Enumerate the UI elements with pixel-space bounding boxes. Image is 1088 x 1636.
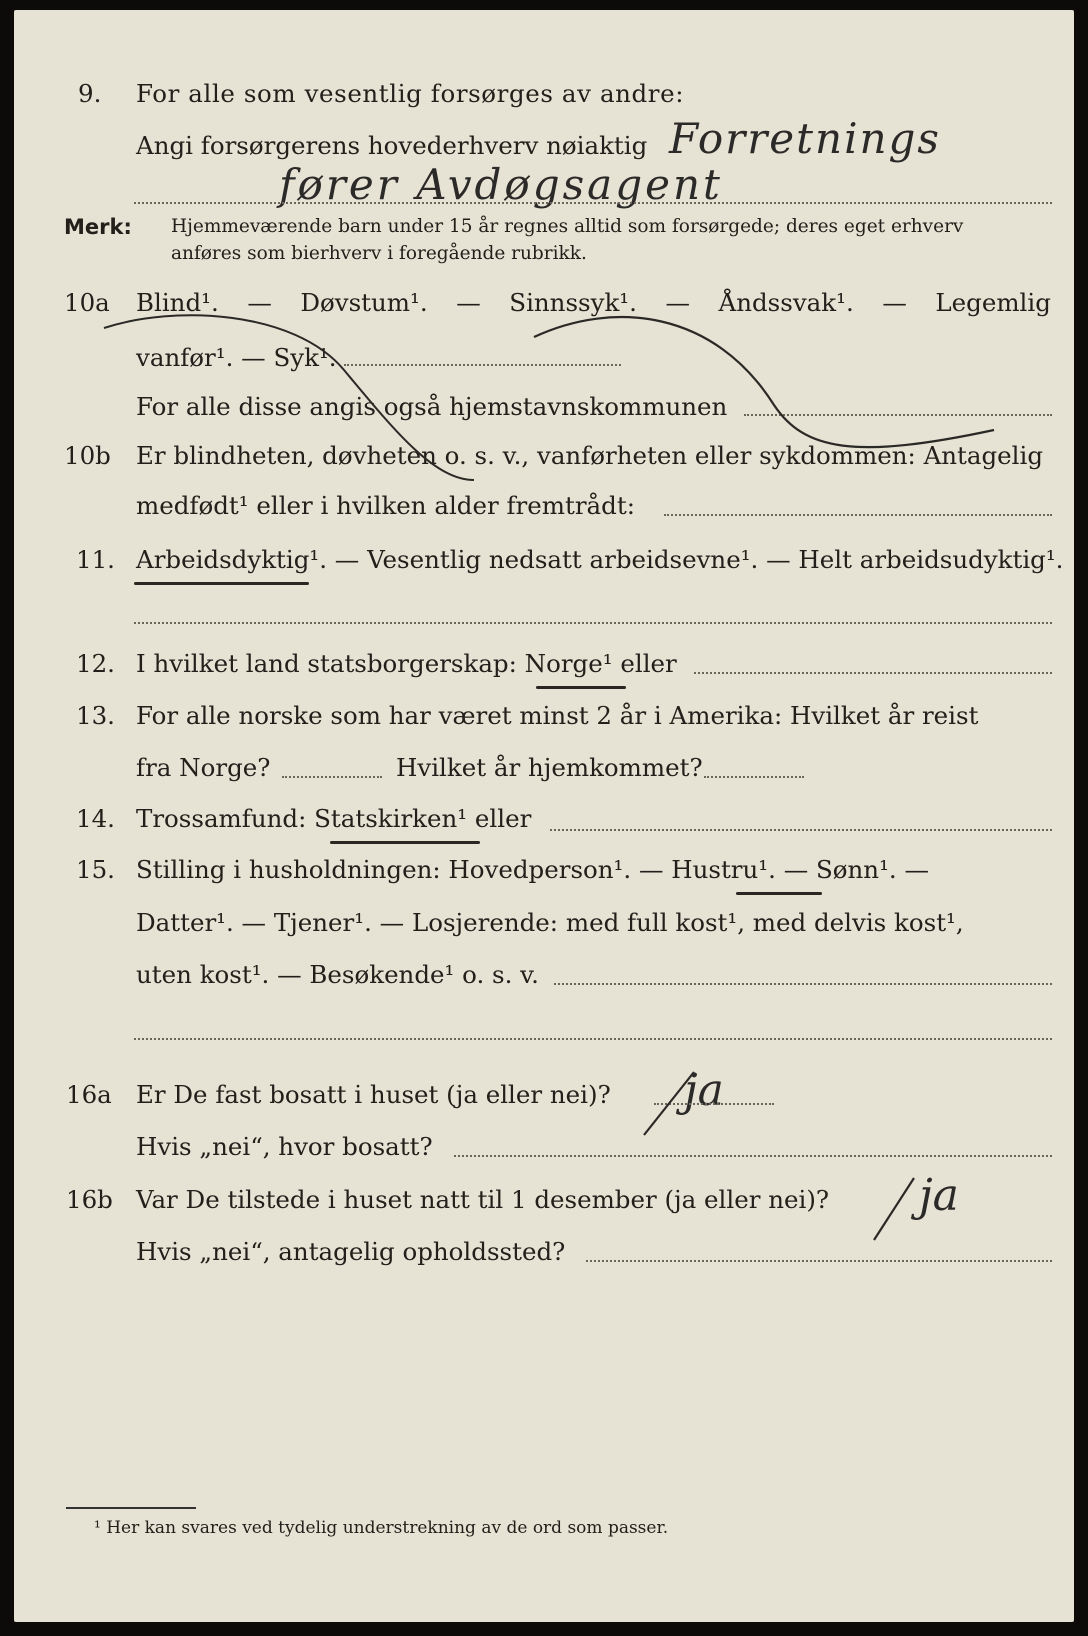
q9-line-1: For alle som vesentlig forsørges av andre: — [136, 79, 685, 108]
q15-line-3: uten kost¹. — Besøkende¹ o. s. v. — [136, 960, 539, 989]
q10a-line-2: vanfør¹. — Syk¹. — [136, 343, 337, 372]
q16b-opholdssted-answer-line — [586, 1260, 1052, 1262]
q10a-option: Legemlig — [935, 288, 1051, 317]
q15-answer-line-2 — [134, 1038, 1052, 1040]
arbeidsdyktig-underline — [134, 582, 309, 585]
merk-label: Merk: — [64, 215, 132, 239]
q12-line-1: I hvilket land statsborgerskap: Norge¹ eller — [136, 649, 677, 678]
hustru-underline — [736, 892, 822, 895]
q14-answer-line — [550, 829, 1052, 831]
q10a-option: — — [247, 288, 272, 317]
q9-handwritten-answer-1: Forretnings — [669, 114, 941, 163]
footnote-rule — [66, 1507, 196, 1509]
q10a-option: — — [882, 288, 907, 317]
q12-answer-line — [694, 672, 1052, 674]
q14-line-1: Trossamfund: Statskirken¹ eller — [136, 804, 532, 833]
q16a-line-2: Hvis „nei“, hvor bosatt? — [136, 1132, 433, 1161]
q13-hjemkommet-answer-line — [704, 776, 804, 778]
q15-line-1: Stilling i husholdningen: Hovedperson¹. — Hustru¹. — Sønn¹. — — [136, 855, 929, 884]
q10a-option: Åndssvak¹. — [718, 288, 854, 317]
merk-line-2: anføres som bierhverv i foregående rubrikk. — [171, 243, 587, 264]
q16b-line-1: Var De tilstede i huset natt til 1 desember (ja eller nei)? — [136, 1185, 830, 1214]
q10b-number: 10b — [64, 441, 111, 470]
q14-number: 14. — [76, 804, 115, 833]
q15-answer-line — [554, 983, 1052, 985]
q10b-line-1: Er blindheten, døvheten o. s. v., vanførheten eller sykdommen: Antagelig — [136, 441, 1044, 470]
q15-line-2: Datter¹. — Tjener¹. — Losjerende: med full kost¹, med delvis kost¹, — [136, 908, 964, 937]
footnote: ¹ Her kan svares ved tydelig understrekning av de ord som passer. — [94, 1518, 669, 1538]
q13-number: 13. — [76, 701, 115, 730]
q9-line-2: Angi forsørgerens hovederhverv nøiaktig — [136, 131, 648, 160]
q10a-option: — — [456, 288, 481, 317]
q16b-line-2: Hvis „nei“, antagelig opholdssted? — [136, 1237, 566, 1266]
q10a-line-3: For alle disse angis også hjemstavnskommunen — [136, 392, 728, 421]
q10a-hjemstavn-answer-line — [744, 414, 1052, 416]
q10a-option: Sinnssyk¹. — [509, 288, 637, 317]
q16a-answer-line — [654, 1103, 774, 1105]
q13-line-1: For alle norske som har været minst 2 år i Amerika: Hvilket år reist — [136, 701, 979, 730]
q10a-option: Blind¹. — [136, 288, 219, 317]
q11-number: 11. — [76, 545, 115, 574]
q9-handwritten-answer-2: fører Avdøgsagent — [279, 160, 723, 209]
q10a-number: 10a — [64, 288, 110, 317]
q10b-answer-line — [664, 514, 1052, 516]
merk-line-1: Hjemmeværende barn under 15 år regnes alltid som forsørgede; deres eget erhverv — [171, 216, 964, 237]
q10b-line-2: medfødt¹ eller i hvilken alder fremtrådt: — [136, 491, 635, 520]
q12-number: 12. — [76, 649, 115, 678]
q16b-number: 16b — [66, 1185, 113, 1214]
q16b-handwritten-answer: ja — [919, 1170, 959, 1221]
q10a-option: Døvstum¹. — [300, 288, 428, 317]
q9-answer-line — [134, 202, 1052, 204]
ja-stroke-16b — [874, 1178, 914, 1240]
q16a-handwritten-answer: ja — [684, 1065, 724, 1116]
q11-answer-line — [134, 622, 1052, 624]
q16a-bosatt-answer-line — [454, 1155, 1052, 1157]
q15-number: 15. — [76, 855, 115, 884]
strike-through-stroke — [534, 317, 994, 447]
q11-line-1: Arbeidsdyktig¹. — Vesentlig nedsatt arbeidsevne¹. — Helt arbeidsudyktig¹. — [136, 545, 1064, 574]
q10a-syk-answer-line — [344, 364, 621, 366]
q13-line-2a: fra Norge? — [136, 753, 271, 782]
q9-number: 9. — [78, 79, 102, 108]
q16a-number: 16a — [66, 1080, 112, 1109]
norge-underline — [536, 686, 626, 689]
statskirken-underline — [330, 841, 480, 844]
q16a-line-1: Er De fast bosatt i huset (ja eller nei)? — [136, 1080, 611, 1109]
q10a-option: — — [665, 288, 690, 317]
q10a-line-1 — [136, 283, 1051, 323]
q13-reist-answer-line — [282, 776, 382, 778]
census-form-page — [14, 10, 1074, 1622]
q13-line-2b: Hvilket år hjemkommet? — [396, 753, 703, 782]
